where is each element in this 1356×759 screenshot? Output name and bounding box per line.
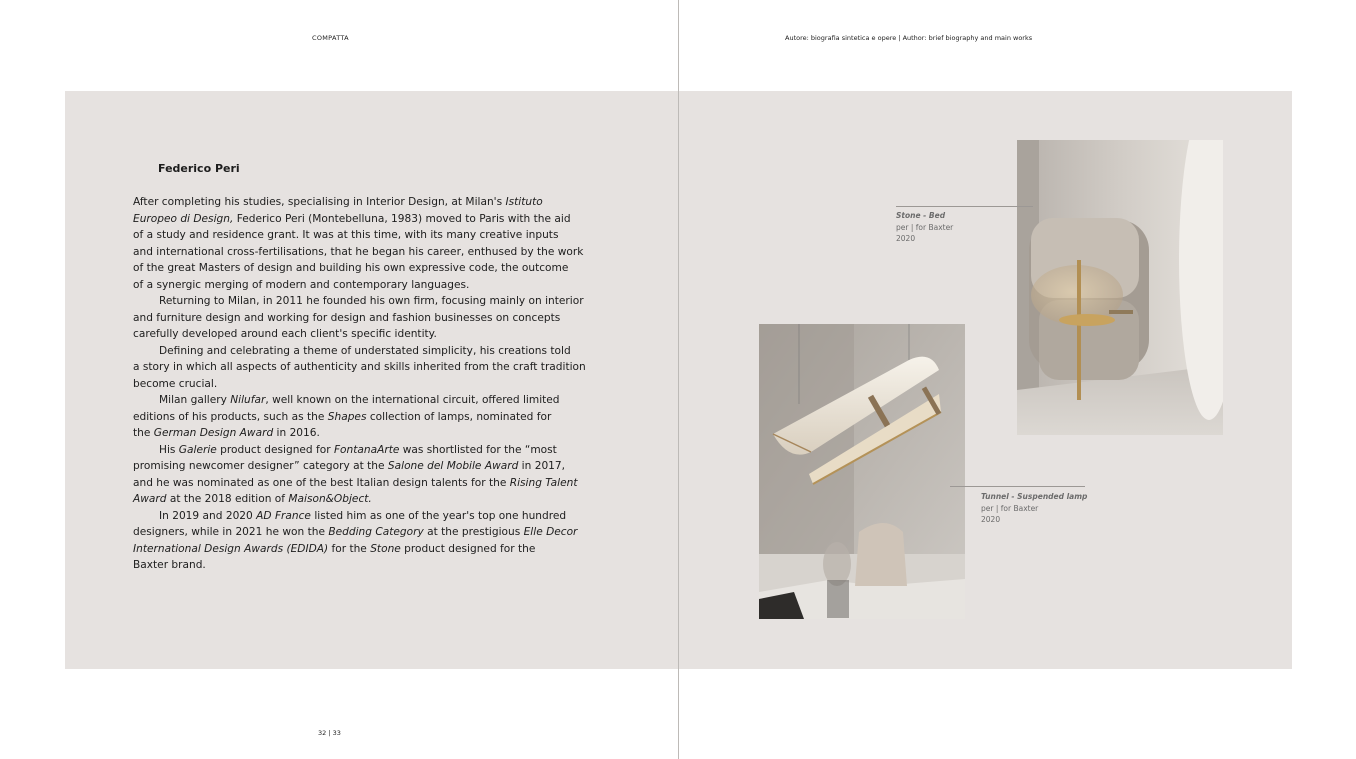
- tunnel-lamp-photo: [759, 324, 965, 619]
- caption-year: 2020: [981, 515, 1001, 524]
- bio-line: After completing his studies, specialising in Interior Design, at Milan's Istituto: [133, 196, 543, 208]
- bio-line: International Design Awards (EDIDA) for the Stone product designed for the: [133, 542, 536, 555]
- caption-title: Tunnel - Suspended lamp: [981, 492, 1088, 501]
- stone-caption-line: [896, 206, 1033, 207]
- bio-line: promising newcomer designer” category at the Salone del Mobile Award in 2017,: [133, 460, 566, 472]
- bio-line: and international cross-fertilisations, that he began his career, enthused by the work: [133, 245, 584, 258]
- stone-bed-photo: [1017, 140, 1223, 435]
- caption-year: 2020: [896, 234, 916, 243]
- bio-line: Returning to Milan, in 2011 he founded his own firm, focusing mainly on interior: [159, 295, 584, 307]
- bio-line: Baxter brand.: [133, 559, 206, 571]
- bio-line: and he was nominated as one of the best Italian design talents for the Rising Talent: [133, 476, 578, 489]
- caption-maker: per | for Baxter: [981, 503, 1039, 513]
- tunnel-lamp-caption: [981, 491, 1087, 526]
- caption-title: Stone - Bed: [896, 211, 946, 220]
- bio-line: In 2019 and 2020 AD France listed him as one of the year's top one hundred: [159, 509, 567, 522]
- bio-line: Milan gallery Nilufar, well known on the international circuit, offered limited: [159, 394, 560, 406]
- bio-line: Europeo di Design, Federico Peri (Montebelluna, 1983) moved to Paris with the aid: [133, 212, 571, 225]
- caption-maker: per | for Baxter: [896, 222, 954, 232]
- header-right: Autore: biografia sintetica e opere | Author: brief biography and main works: [785, 34, 1033, 42]
- author-name: Federico Peri: [158, 162, 240, 175]
- header-left: COMPATTA: [312, 34, 349, 42]
- bio-line: a story in which all aspects of authenticity and skills inherited from the craft tradition: [133, 361, 586, 373]
- bio-line: editions of his products, such as the Shapes collection of lamps, nominated for: [133, 410, 552, 423]
- bio-line: of the great Masters of design and building his own expressive code, the outcome: [133, 262, 569, 274]
- bio-line: Award at the 2018 edition of Maison&Object.: [133, 493, 372, 505]
- tunnel-caption-line: [950, 486, 1085, 487]
- bio-line: designers, while in 2021 he won the Bedding Category at the prestigious Elle Decor: [133, 526, 578, 538]
- stone-bed-caption: [896, 210, 953, 245]
- bio-line: the German Design Award in 2016.: [133, 427, 320, 439]
- page-numbers: 32 | 33: [318, 729, 341, 737]
- bio-line: become crucial.: [133, 377, 218, 390]
- book-spine: [678, 0, 679, 759]
- bio-line: and furniture design and working for design and fashion businesses on concepts: [133, 311, 561, 324]
- bio-line: carefully developed around each client's specific identity.: [133, 328, 437, 340]
- bio-line: Defining and celebrating a theme of understated simplicity, his creations told: [159, 344, 571, 357]
- biography-text: [133, 194, 603, 574]
- bio-line: His Galerie product designed for FontanaArte was shortlisted for the “most: [159, 443, 557, 456]
- bio-line: of a study and residence grant. It was at this time, with its many creative inputs: [133, 229, 559, 241]
- bio-line: of a synergic merging of modern and contemporary languages.: [133, 278, 470, 291]
